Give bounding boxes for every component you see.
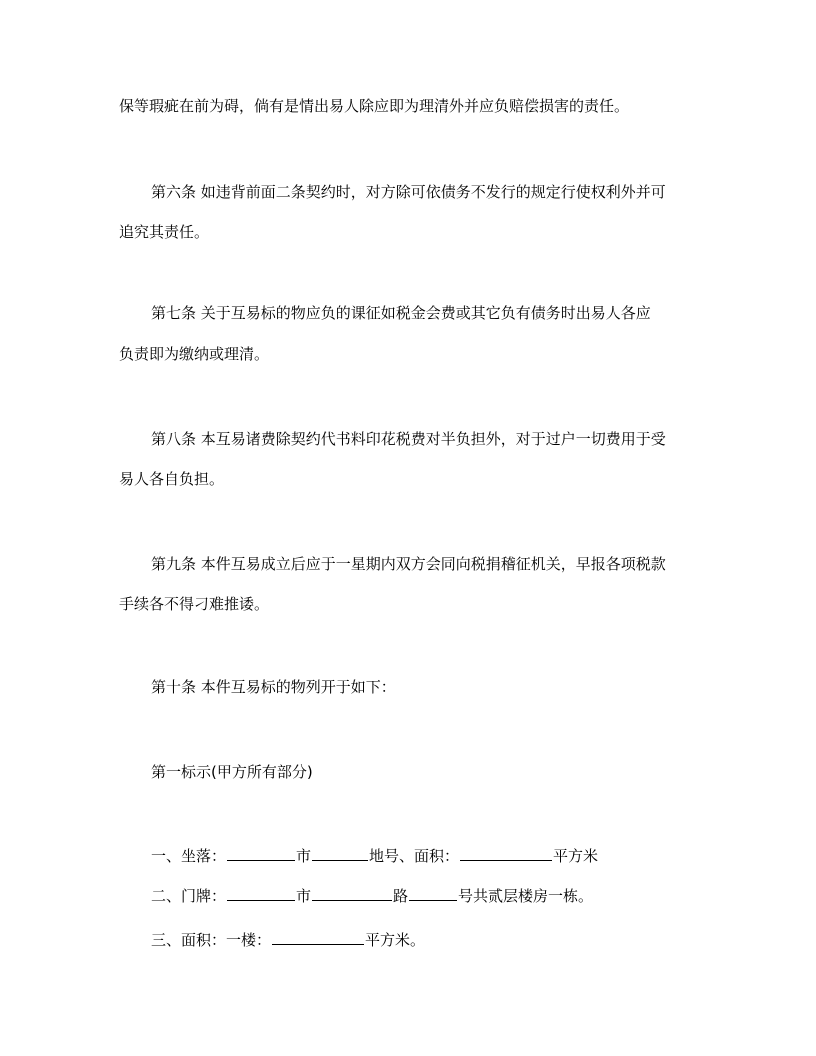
- article-8-line-1: 第八条 本互易诸费除契约代书料印花税费对半负担外，对于过户一切费用于受: [151, 430, 666, 448]
- paragraph-line: 保等瑕疵在前为碍，倘有是情出易人除应即为理清外并应负赔偿损害的责任。: [119, 97, 630, 115]
- lot-label: 地号、面积：: [369, 847, 460, 865]
- article-6-line-2: 追究其责任。: [119, 223, 210, 241]
- article-10-line: 第十条 本件互易标的物列开于如下：: [151, 678, 396, 696]
- road-label: 路: [393, 887, 409, 905]
- area-prefix: 三、面积：一楼：: [151, 931, 272, 949]
- doorplate-city-blank[interactable]: [227, 885, 295, 901]
- area-line: [151, 929, 425, 950]
- article-7-line-2: 负责即为缴纳或理清。: [119, 345, 270, 363]
- schedule-1-heading: 第一标示(甲方所有部分): [151, 763, 313, 781]
- city-label: 市: [296, 847, 312, 865]
- doorplate-city-label: 市: [296, 887, 312, 905]
- article-6-line-1: 第六条 如违背前面二条契约时，对方除可依债务不发行的规定行使权利外并可: [151, 183, 666, 201]
- lot-blank[interactable]: [312, 845, 368, 861]
- number-blank[interactable]: [409, 885, 457, 901]
- location-prefix: 一、坐落：: [151, 847, 227, 865]
- article-7-line-1: 第七条 关于互易标的物应负的课征如税金会费或其它负有债务时出易人各应: [151, 304, 651, 322]
- article-9-line-1: 第九条 本件互易成立后应于一星期内双方会同向税捐稽征机关，早报各项税款: [151, 555, 666, 573]
- area-unit-label: 平方米。: [365, 931, 426, 949]
- doorplate-suffix: 号共贰层楼房一栋。: [458, 887, 594, 905]
- article-8-line-2: 易人各自负担。: [119, 470, 225, 488]
- city-blank[interactable]: [227, 845, 295, 861]
- article-9-line-2: 手续各不得刁难推诿。: [119, 595, 270, 613]
- area-blank[interactable]: [460, 845, 552, 861]
- first-floor-area-blank[interactable]: [272, 929, 364, 945]
- location-line: [151, 845, 598, 866]
- road-blank[interactable]: [312, 885, 392, 901]
- doorplate-line: [151, 885, 593, 906]
- doorplate-prefix: 二、门牌：: [151, 887, 227, 905]
- unit-label: 平方米: [553, 847, 599, 865]
